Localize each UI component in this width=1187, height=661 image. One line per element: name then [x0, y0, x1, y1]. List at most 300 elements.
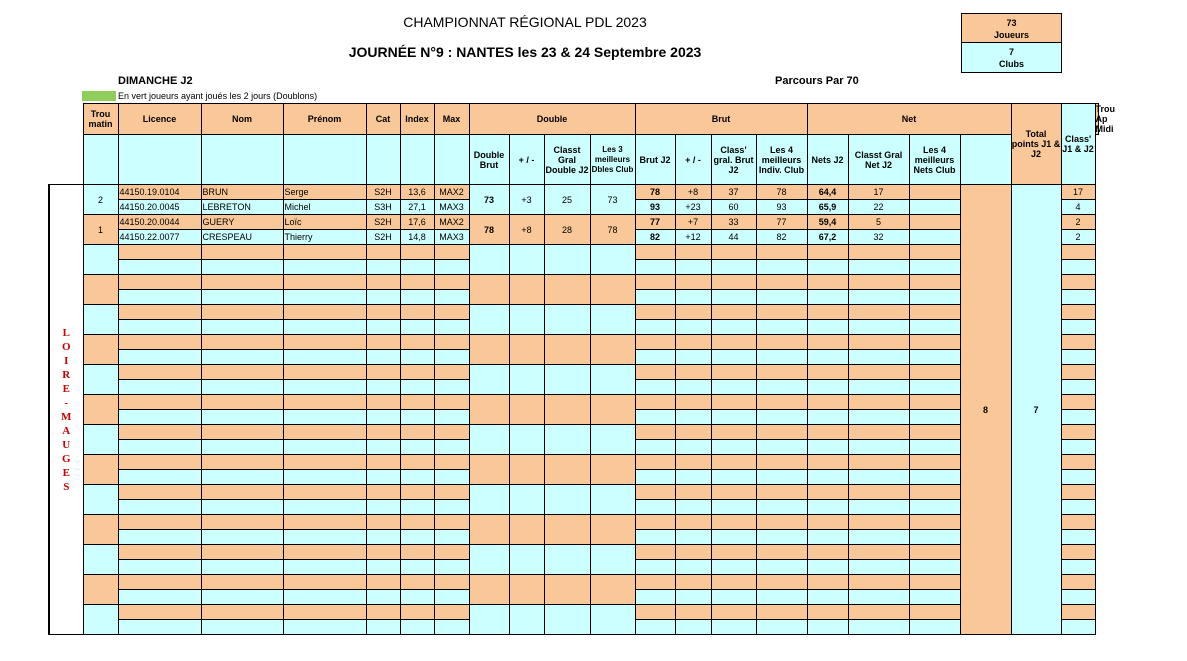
brut-plus-minus-cell — [675, 260, 711, 275]
licence-cell — [118, 605, 201, 620]
double-plus-minus-cell — [509, 425, 544, 455]
les4-net-cell — [909, 320, 960, 335]
les3-meilleurs-cell — [590, 545, 635, 575]
brut-plus-minus-cell: +7 — [675, 215, 711, 230]
brut-plus-minus-cell — [675, 350, 711, 365]
classt-brut-cell — [711, 245, 756, 260]
results-table — [48, 103, 1116, 635]
brut-plus-minus-cell — [675, 440, 711, 455]
nom-cell — [201, 605, 283, 620]
classt-net-cell — [848, 290, 909, 305]
prenom-cell — [283, 365, 366, 380]
table-row — [49, 365, 1099, 380]
trou-ap-midi-cell: 2 — [1061, 215, 1095, 230]
double-brut-cell — [469, 425, 509, 455]
nets-j2-cell: 59,4 — [807, 215, 848, 230]
index-cell — [400, 410, 434, 425]
max-cell — [434, 530, 469, 545]
les4-brut-cell: 77 — [756, 215, 807, 230]
cat-cell — [366, 260, 400, 275]
trou-matin-cell — [83, 575, 118, 605]
nom-cell: LEBRETON — [201, 200, 283, 215]
classt-net-cell — [848, 575, 909, 590]
cat-cell — [366, 455, 400, 470]
index-cell — [400, 425, 434, 440]
group-brut: Brut — [635, 104, 807, 135]
prenom-cell — [283, 590, 366, 605]
licence-cell — [118, 425, 201, 440]
brut-j2-cell: 78 — [635, 185, 675, 200]
les4-brut-cell — [756, 260, 807, 275]
nets-j2-cell — [807, 275, 848, 290]
double-plus-minus-cell — [509, 545, 544, 575]
double-brut-cell — [469, 575, 509, 605]
trou-ap-midi-cell — [1061, 500, 1095, 515]
les3-meilleurs-cell — [590, 275, 635, 305]
licence-cell — [118, 545, 201, 560]
classt-double-cell — [544, 335, 590, 365]
classt-brut-cell — [711, 515, 756, 530]
col-total-points: Total points J1 & J2 — [1011, 104, 1061, 185]
col-les4-net: Les 4 meilleurs Nets Club — [909, 135, 960, 185]
brut-plus-minus-cell — [675, 305, 711, 320]
players-count: 73 — [1006, 18, 1017, 28]
table-row — [49, 335, 1099, 350]
brut-plus-minus-cell — [675, 605, 711, 620]
cat-cell: S3H — [366, 200, 400, 215]
les4-net-cell — [909, 365, 960, 380]
nom-cell: CRESPEAU — [201, 230, 283, 245]
les3-meilleurs-cell — [590, 395, 635, 425]
brut-plus-minus-cell — [675, 515, 711, 530]
nets-j2-cell — [807, 485, 848, 500]
prenom-cell — [283, 500, 366, 515]
nom-cell — [201, 245, 283, 260]
max-cell — [434, 605, 469, 620]
nets-j2-cell — [807, 245, 848, 260]
legend-text: En vert joueurs ayant joués les 2 jours (Doublons) — [118, 91, 318, 101]
les3-meilleurs-cell: 73 — [590, 185, 635, 215]
nom-cell — [201, 425, 283, 440]
cat-cell — [366, 335, 400, 350]
classt-brut-cell — [711, 290, 756, 305]
brut-plus-minus-cell — [675, 380, 711, 395]
brut-plus-minus-cell — [675, 245, 711, 260]
region-letter: S — [63, 480, 70, 493]
les4-brut-cell — [756, 335, 807, 350]
classt-net-cell — [848, 485, 909, 500]
classt-brut-cell — [711, 260, 756, 275]
nets-j2-cell — [807, 500, 848, 515]
nom-cell — [201, 575, 283, 590]
nets-j2-cell — [807, 425, 848, 440]
classt-net-cell — [848, 350, 909, 365]
brut-plus-minus-cell — [675, 395, 711, 410]
index-cell — [400, 455, 434, 470]
brut-plus-minus-cell — [675, 290, 711, 305]
nom-cell — [201, 590, 283, 605]
les4-net-cell — [909, 380, 960, 395]
cat-cell — [366, 245, 400, 260]
trou-matin-cell — [83, 335, 118, 365]
region-letter: U — [62, 438, 71, 451]
prenom-cell — [283, 395, 366, 410]
brut-plus-minus-cell — [675, 590, 711, 605]
index-cell — [400, 260, 434, 275]
classt-net-cell — [848, 380, 909, 395]
table-row — [49, 215, 1099, 230]
classt-brut-cell — [711, 320, 756, 335]
les4-brut-cell — [756, 620, 807, 635]
licence-cell — [118, 365, 201, 380]
trou-matin-cell — [83, 425, 118, 455]
les3-meilleurs-cell — [590, 455, 635, 485]
region-letter: G — [61, 452, 71, 465]
col-double-plus-minus: + / - — [509, 135, 544, 185]
index-cell: 14,8 — [400, 230, 434, 245]
col-les4-brut: Les 4 meilleurs Indiv. Club — [756, 135, 807, 185]
classt-net-cell — [848, 455, 909, 470]
classt-brut-cell — [711, 530, 756, 545]
trou-matin-cell — [83, 395, 118, 425]
nets-j2-cell — [807, 530, 848, 545]
les4-net-cell — [909, 485, 960, 500]
region-label — [49, 185, 83, 635]
col-brut-plus-minus: + / - — [675, 135, 711, 185]
nets-j2-cell — [807, 470, 848, 485]
brut-j2-cell — [635, 605, 675, 620]
col-classt-gral-double: Classt Gral Double J2 — [544, 135, 590, 185]
les4-brut-cell — [756, 575, 807, 590]
cat-cell — [366, 620, 400, 635]
trou-matin-cell — [83, 485, 118, 515]
prenom-cell — [283, 620, 366, 635]
classt-brut-cell — [711, 485, 756, 500]
brut-j2-cell — [635, 410, 675, 425]
nets-j2-cell — [807, 605, 848, 620]
classt-brut-cell — [711, 545, 756, 560]
index-cell — [400, 380, 434, 395]
prenom-cell — [283, 485, 366, 500]
les4-brut-cell — [756, 545, 807, 560]
cat-cell — [366, 575, 400, 590]
brut-plus-minus-cell — [675, 530, 711, 545]
index-cell — [400, 500, 434, 515]
double-brut-cell — [469, 455, 509, 485]
trou-ap-midi-cell — [1061, 275, 1095, 290]
prenom-cell: Michel — [283, 200, 366, 215]
les4-net-cell — [909, 455, 960, 470]
brut-j2-cell — [635, 470, 675, 485]
players-summary-box — [961, 13, 1062, 43]
trou-ap-midi-cell — [1061, 260, 1095, 275]
cat-cell — [366, 350, 400, 365]
group-double: Double — [469, 104, 635, 135]
licence-cell: 44150.20.0045 — [118, 200, 201, 215]
les4-net-cell — [909, 470, 960, 485]
les4-net-cell — [909, 605, 960, 620]
les4-brut-cell — [756, 275, 807, 290]
nets-j2-cell — [807, 455, 848, 470]
col-licence: Licence — [118, 104, 201, 135]
classt-brut-cell — [711, 500, 756, 515]
brut-j2-cell — [635, 365, 675, 380]
les4-net-cell — [909, 515, 960, 530]
classt-brut-cell: 33 — [711, 215, 756, 230]
max-cell — [434, 470, 469, 485]
brut-j2-cell — [635, 485, 675, 500]
table-row — [49, 305, 1099, 320]
classt-net-cell — [848, 245, 909, 260]
classt-net-cell — [848, 470, 909, 485]
nom-cell — [201, 305, 283, 320]
max-cell — [434, 560, 469, 575]
nom-cell — [201, 560, 283, 575]
les4-brut-cell — [756, 350, 807, 365]
nets-j2-cell — [807, 260, 848, 275]
classt-net-cell — [848, 395, 909, 410]
cat-cell — [366, 305, 400, 320]
double-brut-cell — [469, 335, 509, 365]
classt-double-cell — [544, 545, 590, 575]
brut-j2-cell — [635, 545, 675, 560]
trou-ap-midi-cell — [1061, 350, 1095, 365]
classt-net-cell — [848, 440, 909, 455]
double-plus-minus-cell — [509, 275, 544, 305]
brut-j2-cell — [635, 305, 675, 320]
double-brut-cell — [469, 365, 509, 395]
course-par-label: Parcours Par 70 — [775, 75, 859, 87]
brut-j2-cell — [635, 380, 675, 395]
licence-cell — [118, 515, 201, 530]
header-row-2 — [49, 135, 1099, 185]
trou-matin-cell — [83, 275, 118, 305]
prenom-cell — [283, 245, 366, 260]
classt-double-cell — [544, 425, 590, 455]
max-cell: MAX3 — [434, 200, 469, 215]
classt-net-cell — [848, 620, 909, 635]
nom-cell: GUERY — [201, 215, 283, 230]
nets-j2-cell — [807, 320, 848, 335]
classt-double-cell — [544, 515, 590, 545]
max-cell — [434, 575, 469, 590]
nets-j2-cell — [807, 545, 848, 560]
index-cell: 17,6 — [400, 215, 434, 230]
max-cell — [434, 305, 469, 320]
max-cell — [434, 290, 469, 305]
max-cell — [434, 380, 469, 395]
les4-net-cell — [909, 395, 960, 410]
nom-cell — [201, 260, 283, 275]
trou-ap-midi-cell: 4 — [1061, 200, 1095, 215]
prenom-cell — [283, 335, 366, 350]
brut-j2-cell — [635, 455, 675, 470]
nets-j2-cell: 67,2 — [807, 230, 848, 245]
les4-brut-cell — [756, 425, 807, 440]
brut-j2-cell — [635, 335, 675, 350]
index-cell — [400, 620, 434, 635]
max-cell — [434, 395, 469, 410]
region-letter: M — [61, 410, 72, 423]
double-brut-cell — [469, 515, 509, 545]
region-letter: O — [61, 340, 71, 353]
nets-j2-cell: 65,9 — [807, 200, 848, 215]
double-brut-cell — [469, 395, 509, 425]
classt-double-cell — [544, 365, 590, 395]
nom-cell — [201, 410, 283, 425]
brut-j2-cell — [635, 290, 675, 305]
les4-brut-cell: 82 — [756, 230, 807, 245]
double-brut-cell — [469, 485, 509, 515]
classt-brut-cell — [711, 350, 756, 365]
brut-plus-minus-cell — [675, 485, 711, 500]
classt-double-cell — [544, 605, 590, 635]
prenom-cell — [283, 455, 366, 470]
region-letter: E — [62, 466, 70, 479]
cat-cell — [366, 440, 400, 455]
les4-net-cell — [909, 410, 960, 425]
index-cell: 13,6 — [400, 185, 434, 200]
header-row-1 — [49, 104, 1099, 135]
prenom-cell — [283, 605, 366, 620]
clubs-summary-box — [961, 43, 1062, 73]
cat-cell — [366, 380, 400, 395]
clubs-label: Clubs — [998, 59, 1024, 69]
classt-brut-cell: 44 — [711, 230, 756, 245]
brut-plus-minus-cell — [675, 455, 711, 470]
les3-meilleurs-cell — [590, 485, 635, 515]
index-cell — [400, 485, 434, 500]
region-letter: A — [62, 424, 71, 437]
licence-cell: 44150.20.0044 — [118, 215, 201, 230]
licence-cell — [118, 290, 201, 305]
brut-plus-minus-cell — [675, 560, 711, 575]
prenom-cell — [283, 380, 366, 395]
col-classt-gral-brut: Class' gral. Brut J2 — [711, 135, 756, 185]
classt-net-cell — [848, 530, 909, 545]
trou-matin-cell: 1 — [83, 215, 118, 245]
trou-ap-midi-cell — [1061, 560, 1095, 575]
cat-cell — [366, 485, 400, 500]
group-net: Net — [807, 104, 1011, 135]
prenom-cell — [283, 425, 366, 440]
classt-net-cell — [848, 515, 909, 530]
max-cell: MAX2 — [434, 185, 469, 200]
prenom-cell — [283, 305, 366, 320]
prenom-cell — [283, 530, 366, 545]
classt-net-cell — [848, 335, 909, 350]
region-name — [50, 326, 83, 494]
trou-ap-midi-cell — [1061, 575, 1095, 590]
les3-meilleurs-cell — [590, 605, 635, 635]
les4-brut-cell — [756, 395, 807, 410]
nets-j2-cell — [807, 290, 848, 305]
classt-brut-cell — [711, 395, 756, 410]
licence-cell — [118, 590, 201, 605]
classt-net-cell — [848, 365, 909, 380]
classt-brut-cell — [711, 470, 756, 485]
brut-j2-cell — [635, 560, 675, 575]
brut-j2-cell — [635, 245, 675, 260]
nom-cell — [201, 320, 283, 335]
brut-plus-minus-cell — [675, 500, 711, 515]
classt-net-cell: 5 — [848, 215, 909, 230]
les4-net-cell — [909, 185, 960, 200]
trou-matin-cell — [83, 545, 118, 575]
double-plus-minus-cell — [509, 605, 544, 635]
classt-double-cell — [544, 575, 590, 605]
trou-ap-midi-cell — [1061, 245, 1095, 260]
les4-net-cell — [909, 500, 960, 515]
brut-j2-cell: 93 — [635, 200, 675, 215]
licence-cell — [118, 440, 201, 455]
licence-cell — [118, 350, 201, 365]
nom-cell — [201, 395, 283, 410]
trou-ap-midi-cell — [1061, 425, 1095, 440]
brut-j2-cell — [635, 590, 675, 605]
classt-brut-cell — [711, 275, 756, 290]
nom-cell — [201, 485, 283, 500]
nom-cell — [201, 365, 283, 380]
les4-brut-cell — [756, 380, 807, 395]
nets-j2-cell — [807, 560, 848, 575]
double-plus-minus-cell — [509, 485, 544, 515]
nets-j2-cell — [807, 440, 848, 455]
cat-cell — [366, 560, 400, 575]
licence-cell — [118, 335, 201, 350]
classt-j1j2-cell: 7 — [1011, 185, 1061, 635]
max-cell — [434, 515, 469, 530]
licence-cell — [118, 560, 201, 575]
col-nom: Nom — [201, 104, 283, 135]
classt-double-cell — [544, 395, 590, 425]
clubs-count: 7 — [1008, 47, 1014, 57]
prenom-cell — [283, 350, 366, 365]
max-cell — [434, 440, 469, 455]
trou-ap-midi-cell — [1061, 470, 1095, 485]
prenom-cell — [283, 440, 366, 455]
nets-j2-cell: 64,4 — [807, 185, 848, 200]
max-cell — [434, 545, 469, 560]
brut-j2-cell — [635, 440, 675, 455]
brut-plus-minus-cell: +23 — [675, 200, 711, 215]
prenom-cell: Serge — [283, 185, 366, 200]
max-cell — [434, 245, 469, 260]
index-cell — [400, 305, 434, 320]
trou-matin-cell — [83, 305, 118, 335]
prenom-cell — [283, 260, 366, 275]
trou-ap-midi-cell — [1061, 545, 1095, 560]
les3-meilleurs-cell — [590, 515, 635, 545]
trou-ap-midi-cell — [1061, 365, 1095, 380]
licence-cell — [118, 410, 201, 425]
cat-cell: S2H — [366, 185, 400, 200]
nets-j2-cell — [807, 380, 848, 395]
classt-net-cell — [848, 320, 909, 335]
max-cell — [434, 335, 469, 350]
les4-brut-cell — [756, 320, 807, 335]
region-letter: R — [62, 368, 71, 381]
double-plus-minus-cell — [509, 575, 544, 605]
prenom-cell — [283, 545, 366, 560]
double-brut-cell: 78 — [469, 215, 509, 245]
les4-brut-cell — [756, 530, 807, 545]
les4-net-cell — [909, 230, 960, 245]
players-label: Joueurs — [993, 30, 1029, 40]
les4-net-cell — [909, 560, 960, 575]
classt-double-cell — [544, 245, 590, 275]
prenom-cell — [283, 560, 366, 575]
